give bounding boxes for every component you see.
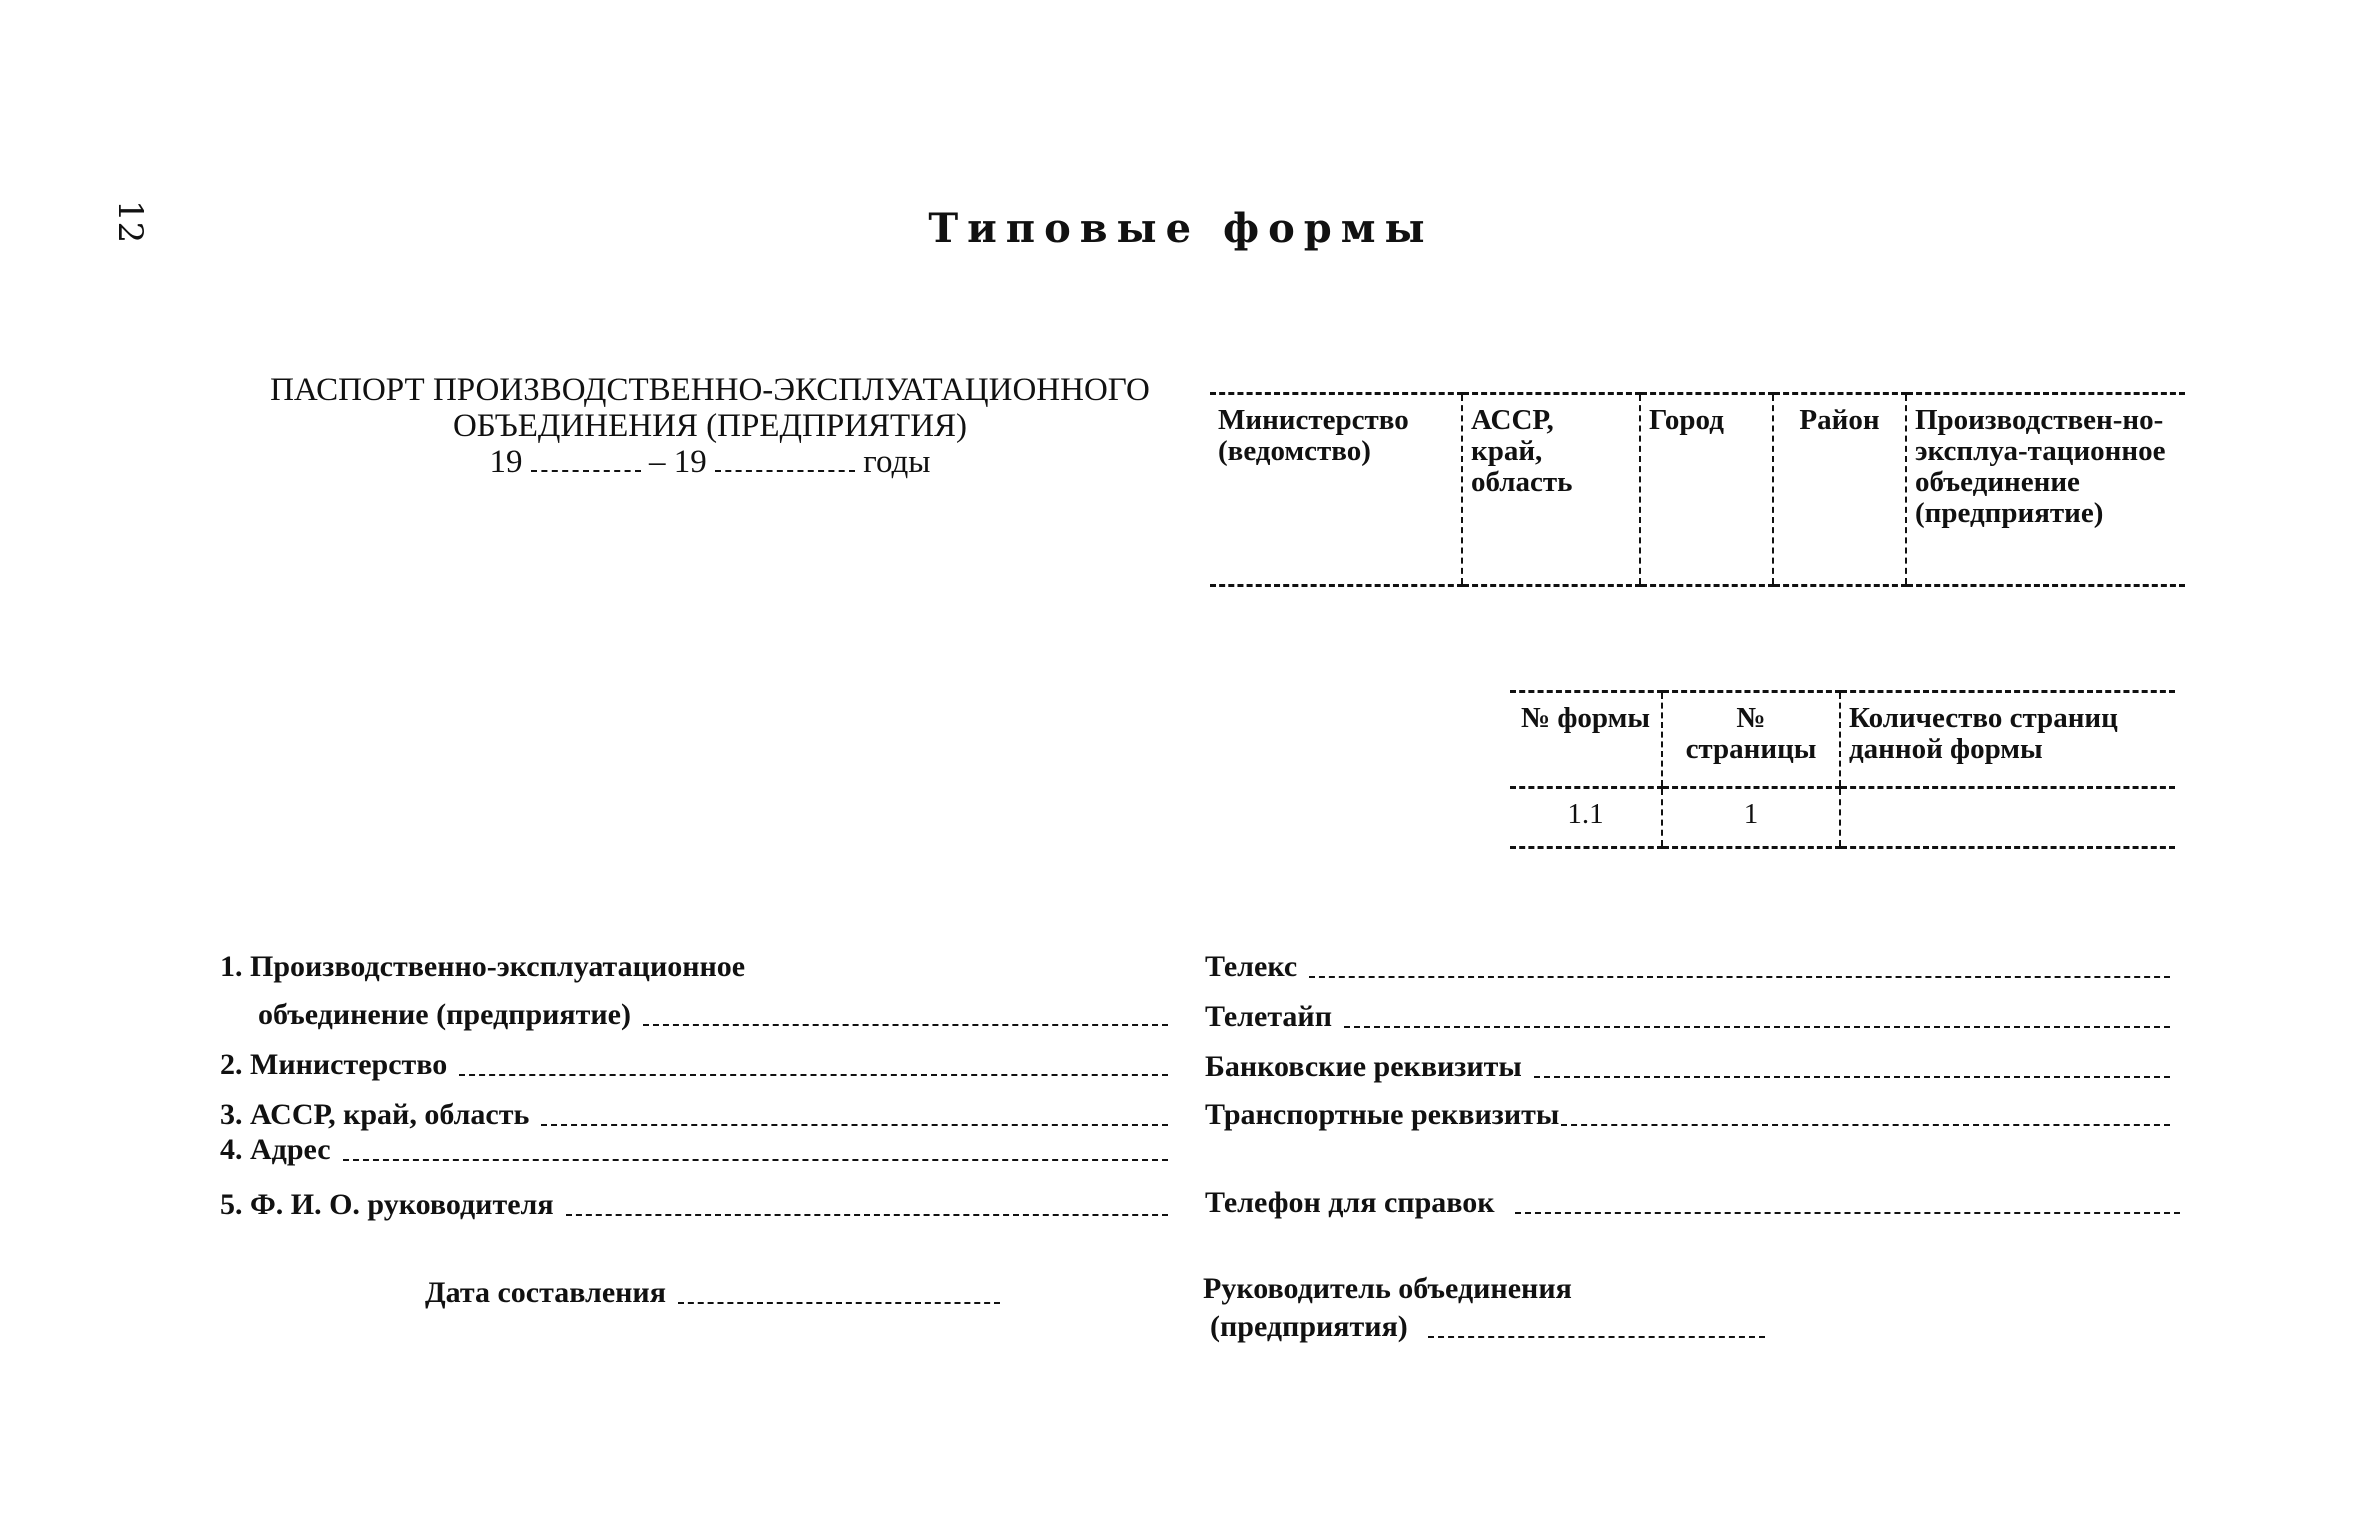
header-table xyxy=(1210,392,2185,587)
telex-row xyxy=(1205,950,2170,984)
head-blank[interactable] xyxy=(1428,1334,1765,1338)
header-col-city: Город xyxy=(1640,394,1773,586)
page-number-header: № страницы xyxy=(1662,692,1840,788)
years-dash: – 19 xyxy=(649,444,707,480)
bank-row xyxy=(1205,1050,2170,1084)
page-count-header: Количество страниц данной формы xyxy=(1840,692,2175,788)
header-col-enterprise: Производствен-но-эксплуа-тационное объединение (предприятие) xyxy=(1906,394,2185,586)
form-number-value: 1.1 xyxy=(1510,788,1662,848)
field-2-blank[interactable] xyxy=(459,1072,1168,1076)
phone-row xyxy=(1205,1186,2180,1220)
transport-label: Транспортные реквизиты xyxy=(1205,1098,1560,1131)
date-row xyxy=(425,1276,1000,1310)
date-blank[interactable] xyxy=(678,1300,1000,1304)
field-1-label-line-2: объединение (предприятие) xyxy=(258,998,631,1031)
field-1-label-line-1: 1. Производственно-эксплуатационное xyxy=(220,950,746,983)
field-4-label: 4. Адрес xyxy=(220,1133,331,1166)
telex-label: Телекс xyxy=(1205,950,1298,983)
field-5-blank[interactable] xyxy=(566,1212,1168,1216)
field-5-row xyxy=(220,1188,1168,1222)
head-label-line-2: (предприятия) xyxy=(1210,1310,1408,1343)
passport-line-2: ОБЪЕДИНЕНИЯ (ПРЕДПРИЯТИЯ) xyxy=(452,408,968,444)
form-number-header: № формы xyxy=(1510,692,1662,788)
form-info-table xyxy=(1510,690,2175,849)
field-4-row xyxy=(220,1133,1168,1167)
page-count-value[interactable] xyxy=(1840,788,2175,848)
field-5-label: 5. Ф. И. О. руководителя xyxy=(220,1188,554,1221)
transport-row xyxy=(1205,1098,2170,1132)
head-label-line-1: Руководитель объединения xyxy=(1203,1272,1572,1305)
field-4-blank[interactable] xyxy=(343,1157,1168,1161)
page-title: Типовые формы xyxy=(928,205,1434,252)
years-suffix: годы xyxy=(863,444,931,480)
field-3-label: 3. АССР, край, область xyxy=(220,1098,530,1131)
head-row xyxy=(1210,1310,1765,1344)
teletype-blank[interactable] xyxy=(1344,1024,2170,1028)
teletype-label: Телетайп xyxy=(1205,1000,1333,1033)
bank-label: Банковские реквизиты xyxy=(1205,1050,1522,1083)
passport-line-1: ПАСПОРТ ПРОИЗВОДСТВЕННО-ЭКСПЛУАТАЦИОННОГО xyxy=(270,372,1150,408)
header-col-assr: АССР, край, область xyxy=(1462,394,1640,586)
transport-blank[interactable] xyxy=(1561,1122,2170,1126)
field-1-row xyxy=(258,998,1168,1032)
field-2-row xyxy=(220,1048,1168,1082)
header-col-district: Район xyxy=(1773,394,1906,586)
date-label: Дата составления xyxy=(425,1276,666,1309)
phone-blank[interactable] xyxy=(1515,1210,2180,1214)
bank-blank[interactable] xyxy=(1534,1074,2170,1078)
passport-heading xyxy=(230,372,1190,480)
page-number: 12 xyxy=(110,200,150,244)
teletype-row xyxy=(1205,1000,2170,1034)
year-start-blank[interactable] xyxy=(531,468,641,472)
field-1-blank[interactable] xyxy=(643,1022,1168,1026)
header-col-ministry: Министерство (ведомство) xyxy=(1210,394,1462,586)
passport-years xyxy=(230,444,1190,480)
phone-label: Телефон для справок xyxy=(1205,1186,1495,1219)
field-3-row xyxy=(220,1098,1168,1132)
telex-blank[interactable] xyxy=(1309,974,2170,978)
field-2-label: 2. Министерство xyxy=(220,1048,448,1081)
years-prefix: 19 xyxy=(489,444,523,480)
page-number-value: 1 xyxy=(1662,788,1840,848)
field-3-blank[interactable] xyxy=(541,1122,1168,1126)
year-end-blank[interactable] xyxy=(715,468,855,472)
